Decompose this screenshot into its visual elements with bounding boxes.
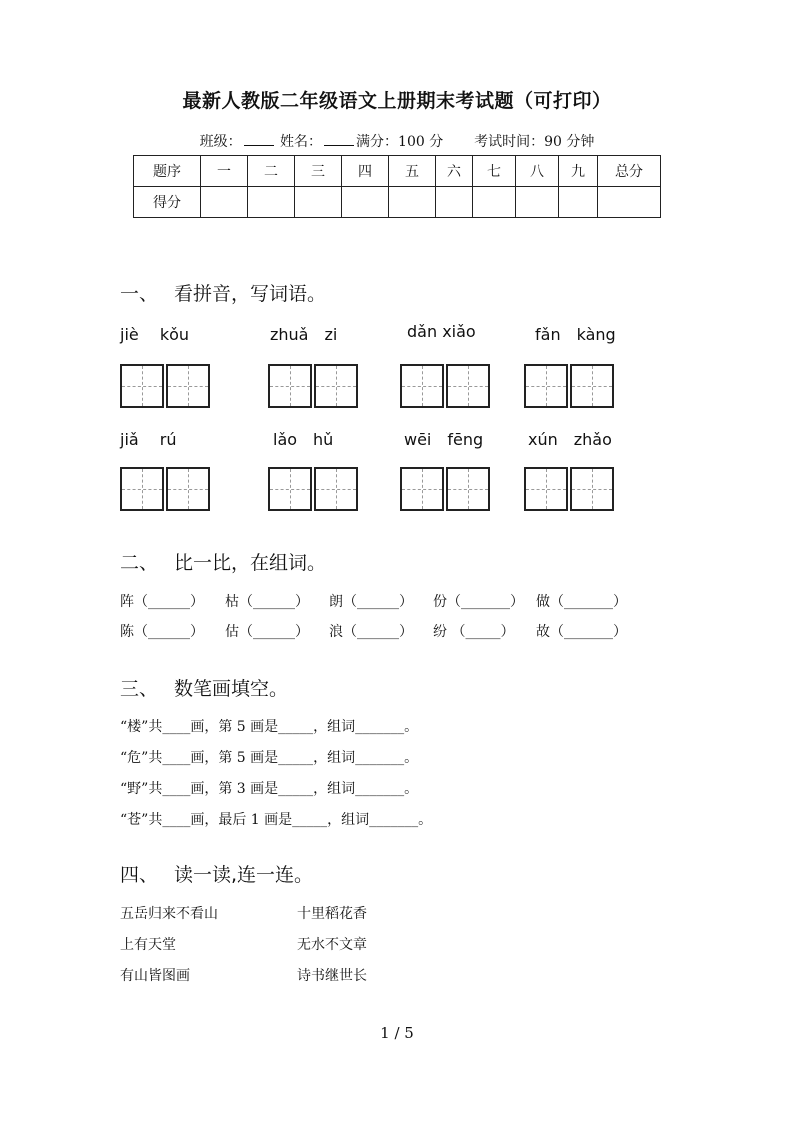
writing-box[interactable] — [314, 364, 358, 408]
header-cell: 九 — [559, 156, 598, 187]
score-cell[interactable] — [598, 187, 661, 218]
header-cell: 题序 — [134, 156, 201, 187]
writing-box[interactable] — [524, 364, 568, 408]
score-table-header-row — [134, 156, 661, 187]
match-left-item[interactable]: 五岳归来不看山 — [120, 906, 218, 922]
class-blank — [244, 133, 274, 146]
match-right-item[interactable]: 无水不文章 — [297, 937, 367, 953]
section-title: 比一比，在组词。 — [174, 552, 327, 574]
match-left-item[interactable]: 上有天堂 — [120, 937, 176, 953]
writing-box[interactable] — [570, 364, 614, 408]
header-cell: 一 — [201, 156, 248, 187]
score-cell[interactable] — [473, 187, 516, 218]
header-cell: 总分 — [598, 156, 661, 187]
header-cell: 五 — [389, 156, 436, 187]
score-cell[interactable] — [295, 187, 342, 218]
compare-item: 朗（______） — [329, 594, 413, 610]
score-cell[interactable] — [559, 187, 598, 218]
section-title: 读一读,连一连。 — [174, 864, 314, 886]
section-1-heading — [120, 279, 326, 306]
score-cell[interactable] — [248, 187, 295, 218]
score-cell[interactable] — [342, 187, 389, 218]
name-label: 姓名： — [280, 134, 323, 150]
section-number: 三、 — [120, 678, 159, 700]
exam-time: 考试时间：90 分钟 — [474, 134, 595, 150]
section-title: 数笔画填空。 — [174, 678, 289, 700]
pinyin-6: lǎo hǔ — [273, 430, 334, 449]
compare-item: 做（_______） — [536, 594, 627, 610]
stroke-line: “楼”共____画，第 5 画是_____，组词_______。 — [120, 719, 419, 735]
score-cell[interactable] — [436, 187, 473, 218]
pinyin-3: dǎn xiǎo — [407, 322, 476, 341]
match-left-item[interactable]: 有山皆图画 — [120, 968, 190, 984]
score-table-score-row — [134, 187, 661, 218]
compare-item: 纷 （_____） — [433, 624, 515, 640]
stroke-line: “野”共____画，第 3 画是_____，组词_______。 — [120, 781, 419, 797]
page-number: 1 / 5 — [380, 1024, 414, 1042]
score-cell[interactable] — [389, 187, 436, 218]
compare-item: 阵（______） — [120, 594, 204, 610]
match-right-item[interactable]: 十里稻花香 — [297, 906, 367, 922]
pinyin-4: fǎn kàng — [535, 325, 616, 344]
class-label: 班级： — [199, 134, 242, 150]
section-number: 四、 — [120, 864, 159, 886]
pinyin-1: jiè kǒu — [120, 325, 190, 344]
writing-box[interactable] — [400, 467, 444, 511]
writing-box[interactable] — [570, 467, 614, 511]
compare-item: 浪（______） — [329, 624, 413, 640]
writing-box[interactable] — [268, 467, 312, 511]
pinyin-5: jiǎ rú — [120, 430, 177, 449]
pinyin-7: wēi fēng — [404, 430, 484, 449]
compare-item: 估（______） — [225, 624, 309, 640]
writing-box[interactable] — [120, 364, 164, 408]
compare-item: 故（_______） — [536, 624, 627, 640]
header-cell: 四 — [342, 156, 389, 187]
writing-box[interactable] — [524, 467, 568, 511]
writing-box[interactable] — [400, 364, 444, 408]
section-3-heading — [120, 674, 288, 701]
score-table — [133, 155, 661, 218]
stroke-line: “苍”共____画，最后 1 画是_____，组词_______。 — [120, 812, 433, 828]
writing-box[interactable] — [268, 364, 312, 408]
writing-box[interactable] — [314, 467, 358, 511]
match-right-item[interactable]: 诗书继世长 — [297, 968, 367, 984]
writing-box[interactable] — [446, 467, 490, 511]
writing-box[interactable] — [446, 364, 490, 408]
writing-box[interactable] — [166, 364, 210, 408]
full-score: 满分：100 分 — [356, 134, 444, 150]
section-2-heading — [120, 548, 326, 575]
section-number: 一、 — [120, 283, 159, 305]
section-title: 看拼音，写词语。 — [174, 283, 327, 305]
name-blank — [324, 133, 354, 146]
pinyin-8: xún zhǎo — [528, 430, 612, 449]
exam-meta — [0, 131, 794, 151]
writing-box[interactable] — [166, 467, 210, 511]
score-row-label: 得分 — [134, 187, 201, 218]
section-4-heading — [120, 860, 313, 887]
section-number: 二、 — [120, 552, 159, 574]
header-cell: 六 — [436, 156, 473, 187]
stroke-line: “危”共____画，第 5 画是_____，组词_______。 — [120, 750, 419, 766]
header-cell: 二 — [248, 156, 295, 187]
compare-item: 份（_______） — [433, 594, 524, 610]
compare-item: 陈（______） — [120, 624, 204, 640]
compare-item: 枯（______） — [225, 594, 309, 610]
header-cell: 八 — [516, 156, 559, 187]
pinyin-2: zhuǎ zi — [270, 325, 338, 344]
score-cell[interactable] — [516, 187, 559, 218]
score-cell[interactable] — [201, 187, 248, 218]
page-title: 最新人教版二年级语文上册期末考试题（可打印） — [182, 90, 612, 112]
header-cell: 七 — [473, 156, 516, 187]
writing-box[interactable] — [120, 467, 164, 511]
header-cell: 三 — [295, 156, 342, 187]
